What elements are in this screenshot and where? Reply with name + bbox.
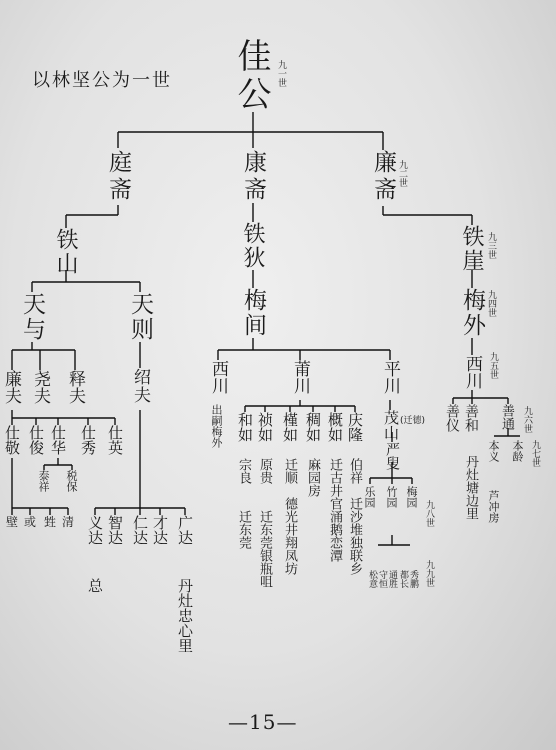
person-bi: 壁: [6, 515, 19, 529]
person-meiwai: 梅外: [459, 288, 485, 338]
place-qiandongwan: 迁东莞: [236, 510, 251, 549]
header-note: 以林坚公为一世: [32, 70, 172, 91]
note-qiande: (迁德): [400, 416, 426, 426]
person-shiying: 仕英: [106, 425, 124, 455]
person-shanyi: 善仪: [444, 404, 460, 432]
person-shen: 甡: [44, 515, 57, 529]
person-shixiu: 仕秀: [79, 425, 97, 455]
person-duchang: 都长: [398, 570, 408, 588]
person-shijun: 仕俊: [27, 425, 45, 455]
person-tieshan: 铁山: [53, 228, 78, 276]
person-tianze: 天则: [127, 292, 153, 342]
person-songyi: 松意: [367, 570, 377, 588]
person-guangda: 广达: [176, 515, 194, 545]
gen-label-93: 九三世: [486, 232, 496, 259]
person-shaofu: 绍夫: [130, 368, 150, 404]
person-renda: 仁达: [131, 515, 149, 545]
gen-label-97: 九七世: [530, 440, 540, 467]
person-jinru: 槿如: [281, 412, 299, 442]
person-xichuan-b: 西川: [462, 355, 482, 389]
person-tianyu: 天与: [19, 292, 45, 342]
person-qianshun: 迁顺: [282, 458, 297, 484]
person-taixiang: 泰祥: [37, 470, 50, 492]
place-leyuan: 乐园: [363, 486, 376, 508]
person-xichuan-a: 西川: [208, 360, 228, 394]
place-danzao: 丹灶忠心里: [176, 578, 194, 653]
person-tongsheng: 通胜: [387, 570, 397, 588]
place-qiansha: 迁沙堆独联乡: [347, 497, 362, 575]
person-qing: 清: [62, 515, 75, 529]
gen-label-94: 九四世: [486, 290, 496, 317]
person-yida: 义达: [86, 515, 104, 545]
person-zhenru: 祯如: [256, 412, 274, 442]
person-puchuan: 莆川: [290, 360, 310, 394]
place-qiangujing: 迁古井: [327, 458, 342, 497]
person-shantong: 善通: [499, 404, 514, 430]
person-heru: 和如: [236, 412, 254, 442]
person-raofu: 尧夫: [30, 370, 50, 404]
person-shuibao: 税保: [65, 470, 78, 492]
person-shihua: 仕华: [49, 425, 67, 455]
place-qiandongwan-b: 迁东莞银瓶咀: [257, 510, 272, 588]
person-huo: 或: [24, 515, 37, 529]
gen-label-92: 九二世: [397, 160, 407, 187]
root-name: 佳公: [231, 38, 271, 114]
gen-label-96: 九六世: [522, 406, 532, 433]
person-maoshan: 茂山: [382, 410, 400, 440]
place-luchongfang: 芦冲房: [487, 490, 500, 523]
person-lianzhai: 廉斋: [370, 150, 396, 204]
place-guanyong: 官涌鹅恋潭: [327, 497, 342, 562]
place-danzao-b: 丹灶塘边里: [463, 455, 478, 520]
person-shijing: 仕敬: [3, 425, 21, 455]
person-shouheng: 守恒: [377, 570, 387, 588]
person-kangzhai: 康斋: [240, 150, 266, 204]
gen-label-95: 九五世: [488, 352, 498, 379]
person-tieya: 铁崖: [459, 225, 484, 273]
person-zongliang: 宗良: [236, 458, 251, 484]
person-pingchuan: 平川: [380, 360, 400, 394]
place-deguang: 德光井翔凤坊: [282, 497, 297, 575]
note-chusi-meiwai: 出嗣梅外: [210, 404, 223, 448]
place-magufang: 麻园房: [305, 458, 320, 497]
person-benling: 本龄: [511, 440, 524, 462]
place-zhuyuan: 竹园: [385, 486, 398, 508]
person-caida: 才达: [151, 515, 169, 545]
person-shifu: 释夫: [65, 370, 85, 404]
person-xiupeng: 秀鹏: [408, 570, 418, 588]
person-chouru: 稠如: [304, 412, 322, 442]
person-gairu: 概如: [326, 412, 344, 442]
gen-label-91: 九一世: [276, 60, 286, 87]
person-benyi: 本义: [487, 440, 500, 462]
person-tingzhai: 庭斋: [105, 150, 131, 204]
page-number: —15—: [228, 710, 298, 734]
person-qinglong: 庆隆: [346, 412, 364, 442]
person-lianfu: 廉夫: [1, 370, 21, 404]
person-zhida: 智达: [106, 515, 124, 545]
gen-label-99: 九九世: [424, 560, 434, 587]
person-shanhe: 善和: [463, 404, 479, 432]
person-boxiang: 伯祥: [347, 458, 362, 484]
person-zong: 总: [86, 578, 104, 593]
gen-label-98: 九八世: [424, 500, 434, 527]
person-tiedi: 铁狄: [240, 222, 265, 270]
person-meijian: 梅间: [240, 288, 266, 338]
person-yansou: 严叟: [384, 442, 400, 470]
person-yuangui: 原贵: [257, 458, 272, 484]
place-meiyuan: 梅园: [405, 486, 418, 508]
